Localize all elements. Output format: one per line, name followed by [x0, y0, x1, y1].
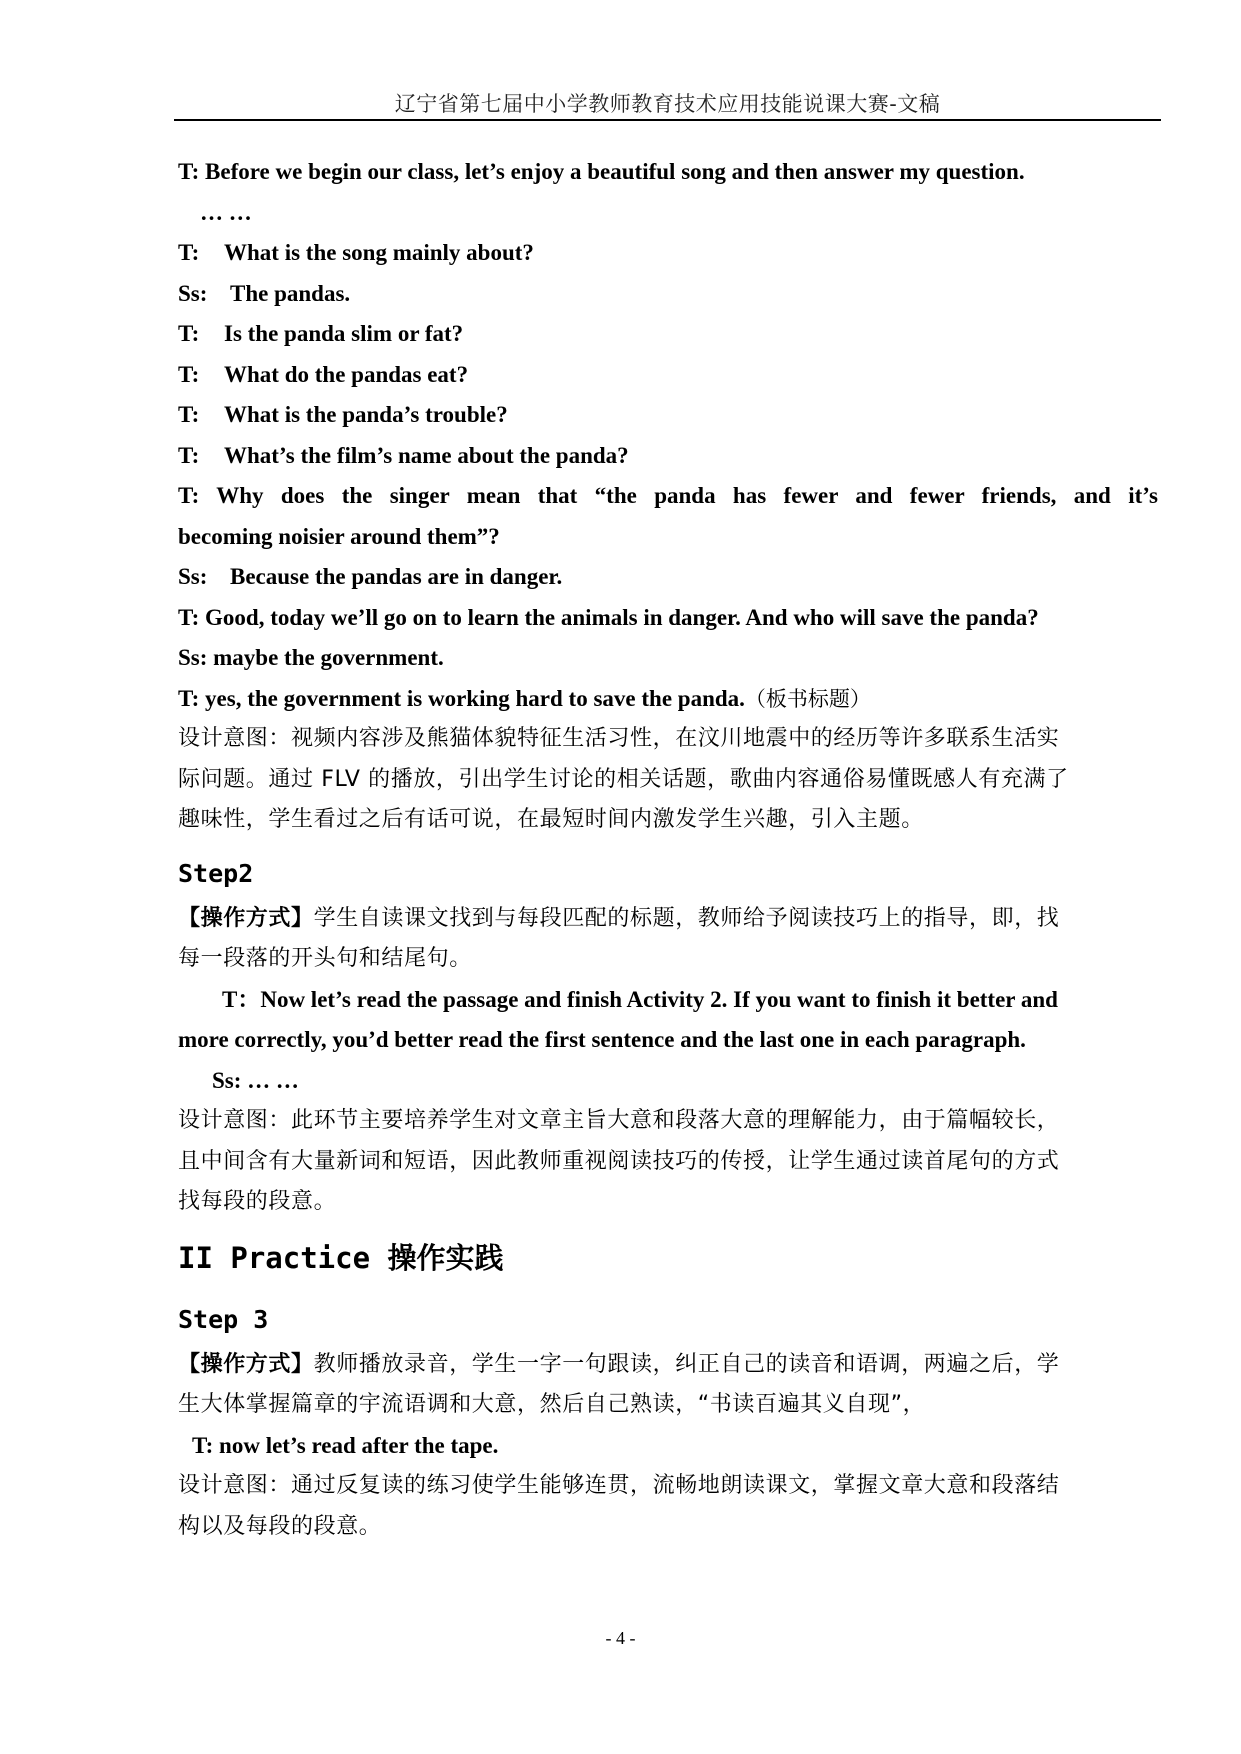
design-intent-line: 设计意图：通过反复读的练习使学生能够连贯，流畅地朗读课文，掌握文章大意和段落结	[178, 1473, 1060, 1498]
design-intent-line: 且中间含有大量新词和短语，因此教师重视阅读技巧的传授，让学生通过读首尾句的方式	[178, 1148, 1060, 1174]
method-label: 【操作方式】	[178, 1351, 314, 1377]
section-heading: II Practice 操作实践	[178, 1240, 504, 1275]
dialogue-line: … …	[200, 199, 252, 225]
step-heading: Step2	[178, 858, 254, 888]
design-intent-line: 设计意图：视频内容涉及熊猫体貌特征生活习性，在汶川地震中的经历等许多联系生活实	[178, 726, 1060, 751]
method-line	[178, 899, 1158, 940]
design-intent-line: 找每段的段意。	[178, 1189, 337, 1214]
dialogue-line	[178, 274, 1158, 315]
dialogue-line: T: now let’s read after the tape.	[192, 1432, 499, 1458]
design-intent-line: 趣味性，学生看过之后有话可说，在最短时间内激发学生兴趣，引入主题。	[178, 807, 924, 832]
speaker-label: Ss:	[178, 564, 208, 589]
header-divider	[174, 119, 1161, 121]
dialogue-line	[178, 436, 1158, 477]
speaker-label: T:	[178, 361, 200, 387]
speaker-label: T:	[178, 240, 200, 265]
dialogue-line	[178, 314, 1158, 355]
dialogue-line: Ss: … …	[212, 1067, 299, 1093]
method-line: 生大体掌握篇章的宇流语调和大意，然后自己熟读，“书读百遍其义自现”，	[178, 1392, 926, 1417]
design-intent-line: 设计意图：此环节主要培养学生对文章主旨大意和段落大意的理解能力，由于篇幅较长，	[178, 1108, 1060, 1133]
dialogue-text: Is the panda slim or fat?	[224, 321, 464, 346]
page-body	[178, 152, 1158, 1547]
design-intent-line: 构以及每段的段意。	[178, 1513, 382, 1539]
method-label: 【操作方式】	[178, 905, 314, 931]
method-line	[178, 1345, 1158, 1386]
dialogue-text: Because the pandas are in danger.	[230, 564, 563, 589]
speaker-label: Ss:	[178, 280, 208, 306]
dialogue-line	[178, 233, 1158, 274]
dialogue-line: more correctly, you’d better read the first sentence and the last one in each paragraph.	[178, 1027, 1026, 1052]
method-line: 每一段落的开头句和结尾句。	[178, 946, 472, 971]
design-intent-line: 际问题。通过 FLV 的播放，引出学生讨论的相关话题，歌曲内容通俗易懂既感人有充满了	[178, 766, 1069, 792]
page-header-title: 辽宁省第七届中小学教师教育技术应用技能说课大赛-文稿	[394, 92, 941, 116]
dialogue-text: What is the song mainly about?	[224, 240, 534, 265]
dialogue-line	[178, 355, 1158, 396]
page-number: - 4 -	[605, 1628, 636, 1648]
step-heading: Step 3	[178, 1304, 269, 1334]
dialogue-line: becoming noisier around them”?	[178, 523, 500, 549]
dialogue-line: T：Now let’s read the passage and finish Activity 2. If you want to finish it better and	[222, 986, 1058, 1012]
dialogue-line: T: Before we begin our class, let’s enjoy a beautiful song and then answer my question.	[178, 159, 1025, 184]
dialogue-text: T: yes, the government is working hard to save the panda.	[178, 685, 745, 711]
dialogue-text: What is the panda’s trouble?	[224, 402, 508, 427]
dialogue-line: T: Why does the singer mean that “the panda has fewer and fewer friends, and it’s	[178, 483, 1158, 508]
method-text: 学生自读课文找到与每段匹配的标题，教师给予阅读技巧上的指导，即，找	[313, 905, 1060, 931]
dialogue-line	[178, 679, 1158, 720]
speaker-label: T:	[178, 321, 200, 346]
board-title-note: （板书标题）	[744, 686, 871, 711]
dialogue-line: Ss: maybe the government.	[178, 645, 444, 670]
speaker-label: T:	[178, 442, 200, 468]
dialogue-line	[178, 557, 1158, 598]
dialogue-text: What’s the film’s name about the panda?	[224, 442, 629, 468]
dialogue-text: What do the pandas eat?	[224, 361, 469, 387]
speaker-label: T:	[178, 402, 200, 427]
dialogue-text: The pandas.	[230, 280, 351, 306]
dialogue-line: T: Good, today we’ll go on to learn the animals in danger. And who will save the panda?	[178, 604, 1039, 630]
method-text: 教师播放录音，学生一字一句跟读，纠正自己的读音和语调，两遍之后，学	[313, 1351, 1060, 1377]
dialogue-line	[178, 395, 1158, 436]
